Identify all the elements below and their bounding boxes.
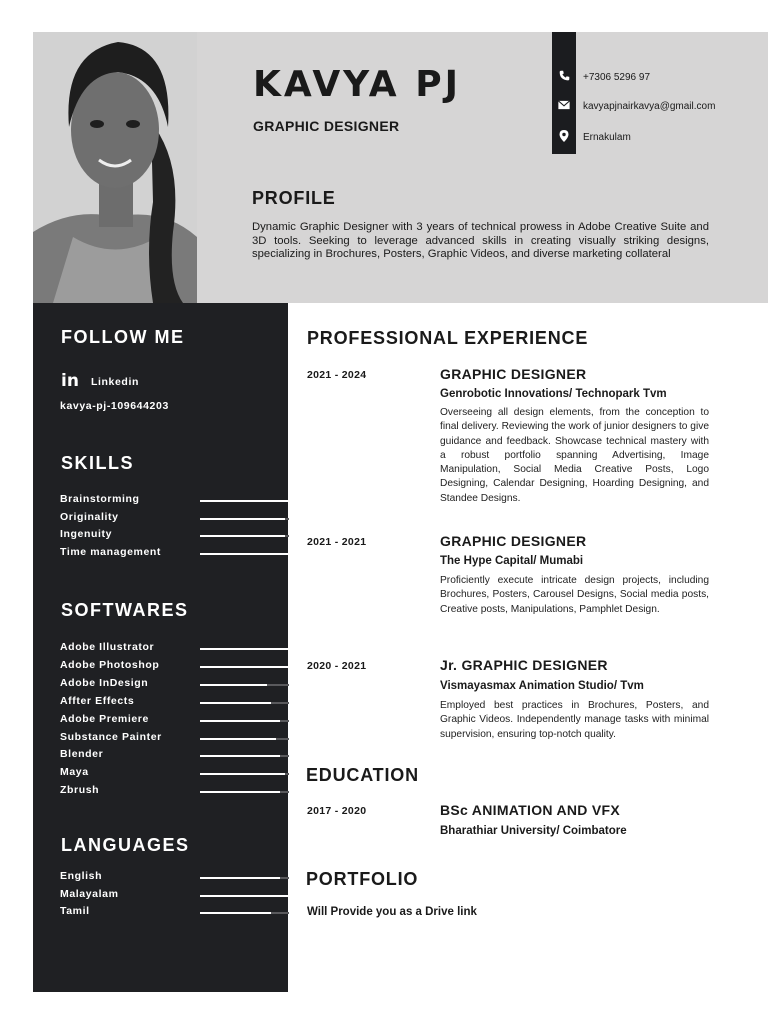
level-bar (200, 553, 289, 555)
level-bar (200, 684, 289, 686)
level-label: Originality (60, 510, 119, 523)
level-bar-fill (200, 535, 285, 537)
job-title: Jr. GRAPHIC DESIGNER (440, 657, 608, 673)
level-bar-fill (200, 720, 280, 722)
level-bar-fill (200, 684, 267, 686)
level-bar (200, 500, 289, 502)
job-company: Genrobotic Innovations/ Technopark Tvm (440, 388, 667, 400)
level-bar (200, 648, 289, 650)
level-bar-fill (200, 755, 280, 757)
level-bar (200, 518, 289, 520)
job-title: GRAPHIC DESIGNER (440, 366, 587, 382)
level-bar-fill (200, 773, 285, 775)
job-years: 2020 - 2021 (307, 660, 367, 672)
phone-icon (552, 70, 576, 84)
level-label: English (60, 870, 103, 882)
contact-phone[interactable]: +7306 5296 97 (583, 72, 651, 83)
contact-location: Ernakulam (583, 132, 631, 143)
level-bar (200, 720, 289, 722)
level-bar (200, 666, 289, 668)
job-description: Proficiently execute intricate design projects, including Brochures, Posters, Carousel Designs, Social media posts, Creative posts, Manipulations, Pamphlet Design. (440, 575, 709, 615)
level-label: Adobe Illustrator (60, 641, 155, 653)
level-bar-fill (200, 877, 280, 879)
profile-text: Dynamic Graphic Designer with 3 years of technical prowess in Adobe Creative Suite and 3D tools. Seeking to leverage advanced skills in creating visually striking designs, specializing in Brochures, Posters, Graphic Videos, and diverse marketing collateral (252, 221, 709, 261)
job-company: The Hype Capital/ Mumabi (440, 555, 584, 567)
level-bar (200, 877, 289, 879)
level-bar-fill (200, 738, 276, 740)
sidebar (33, 303, 288, 992)
linkedin-label[interactable]: Linkedin (91, 376, 139, 388)
level-label: Substance Painter (60, 730, 162, 743)
education-heading: EDUCATION (306, 765, 419, 785)
portfolio-note: Will Provide you as a Drive link (307, 906, 477, 918)
linkedin-handle[interactable]: kavya-pj-109644203 (60, 400, 169, 412)
level-bar-fill (200, 553, 289, 555)
job-years: 2021 - 2021 (307, 536, 367, 548)
candidate-name: KAVYA PJ (253, 64, 461, 105)
location-pin-icon (552, 130, 576, 145)
level-bar-fill (200, 666, 289, 668)
level-bar (200, 791, 289, 793)
education-degree: BSc ANIMATION AND VFX (440, 802, 621, 818)
job-company: Vismayasmax Animation Studio/ Tvm (440, 680, 644, 692)
job-description: Overseeing all design elements, from the conception to final delivery. Reviewing the work of junior designers to give guidance and feedback. Showcase technical mastery with a robust portfolio spanning Advertising, Image Manipulation, Social Media Creative Posts, Logo Designing, Calendar Designing, Hoarding Designing, and Standee Designs. (440, 407, 709, 504)
education-school: Bharathiar University/ Coimbatore (440, 825, 627, 837)
candidate-role: GRAPHIC DESIGNER (253, 118, 400, 134)
languages-heading: LANGUAGES (61, 835, 190, 855)
portfolio-heading: PORTFOLIO (306, 869, 419, 889)
level-bar (200, 702, 289, 704)
level-label: Time management (60, 545, 162, 558)
level-bar-fill (200, 702, 271, 704)
level-bar (200, 535, 289, 537)
level-label: Affter Effects (60, 694, 135, 707)
level-label: Adobe Photoshop (60, 658, 160, 671)
level-bar-fill (200, 895, 289, 897)
level-label: Zbrush (60, 784, 100, 797)
level-bar-fill (200, 912, 271, 914)
level-bar (200, 895, 289, 897)
level-bar (200, 755, 289, 757)
job-years: 2021 - 2024 (307, 369, 367, 381)
level-bar-fill (200, 518, 285, 520)
level-label: Blender (60, 748, 104, 761)
mail-icon (552, 100, 576, 113)
softwares-heading: SOFTWARES (61, 600, 189, 620)
portrait-illustration (33, 32, 197, 303)
education-years: 2017 - 2020 (307, 805, 367, 817)
level-label: Malayalam (60, 887, 119, 900)
job-title: GRAPHIC DESIGNER (440, 533, 587, 549)
level-bar-fill (200, 648, 289, 650)
level-label: Brainstorming (60, 493, 140, 505)
level-bar-fill (200, 791, 280, 793)
level-bar (200, 738, 289, 740)
contact-email[interactable]: kavyapjnairkavya@gmail.com (583, 101, 716, 112)
level-label: Adobe InDesign (60, 676, 149, 689)
level-bar (200, 912, 289, 914)
level-bar-fill (200, 500, 289, 502)
profile-photo (33, 32, 197, 303)
job-description: Employed best practices in Brochures, Posters, and Graphic Videos. Independently manage tasks with minimal supervision, ensuring top-notch quality. (440, 700, 709, 740)
level-bar (200, 773, 289, 775)
experience-heading: PROFESSIONAL EXPERIENCE (307, 328, 589, 348)
profile-heading: PROFILE (252, 188, 336, 208)
level-label: Tamil (60, 905, 90, 917)
level-label: Ingenuity (60, 528, 113, 540)
linkedin-icon: in (61, 371, 79, 391)
level-label: Maya (60, 766, 89, 779)
follow-heading: FOLLOW ME (61, 327, 185, 347)
level-label: Adobe Premiere (60, 712, 149, 725)
skills-heading: SKILLS (61, 453, 135, 473)
